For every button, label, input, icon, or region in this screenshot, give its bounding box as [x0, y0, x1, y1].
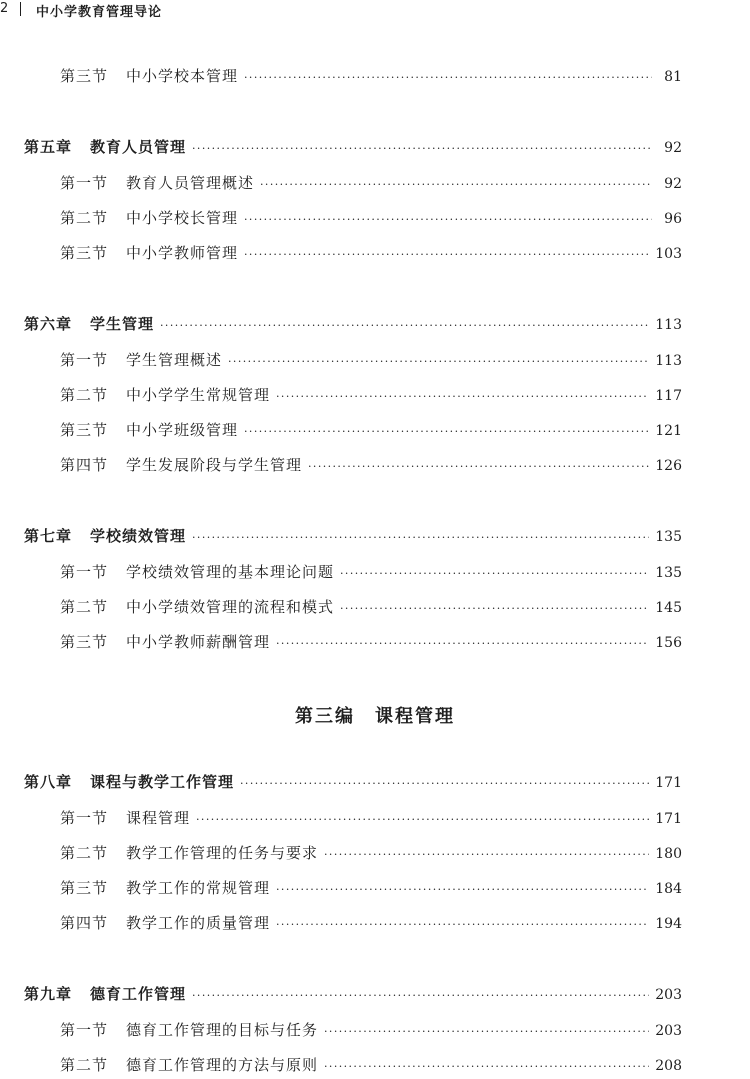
toc-section-row[interactable]: [60, 806, 682, 830]
header-divider: [20, 2, 21, 16]
toc-entry-title: 德育工作管理的方法与原则: [126, 1056, 319, 1074]
toc-entry-number: 第五章: [24, 138, 73, 156]
toc-entry-number: 第三节: [60, 67, 109, 85]
toc-dot-leader: [192, 526, 649, 550]
toc-entry-title: 中小学学生常规管理: [126, 386, 271, 404]
toc-dot-leader: [244, 208, 652, 232]
toc-entry-number: 第一节: [60, 809, 109, 827]
toc-section-row[interactable]: [60, 1018, 682, 1042]
toc-page-number: 96: [664, 211, 682, 227]
toc-entry-title: 学校绩效管理的基本理论问题: [126, 563, 335, 581]
toc-chapter-row[interactable]: [24, 135, 682, 159]
toc-entry-number: 第四节: [60, 914, 109, 932]
toc-chapter-row[interactable]: [24, 982, 682, 1006]
toc-entry-title: 教育人员管理概述: [126, 174, 255, 192]
toc-dot-leader: [324, 1020, 649, 1044]
toc-entry-title: 课程与教学工作管理: [90, 773, 235, 791]
toc-entry-title: 教育人员管理: [90, 138, 187, 156]
toc-section-row[interactable]: [60, 206, 682, 230]
toc-entry-number: 第七章: [24, 527, 73, 545]
toc-dot-leader: [340, 597, 649, 621]
toc-dot-leader: [260, 173, 652, 197]
toc-page-number: 171: [655, 811, 682, 827]
toc-page-number: 117: [655, 388, 682, 404]
toc-section-row[interactable]: [60, 64, 682, 88]
toc-dot-leader: [308, 455, 649, 479]
toc-section-row[interactable]: [60, 841, 682, 865]
toc-page-number: 92: [664, 176, 682, 192]
toc-page-number: 81: [664, 69, 682, 85]
toc-dot-leader: [244, 66, 652, 90]
toc-dot-leader: [240, 772, 649, 796]
toc-page-number: 145: [655, 600, 682, 616]
toc-section-row[interactable]: [60, 1053, 682, 1077]
toc-entry-number: 第二节: [60, 209, 109, 227]
toc-section-row[interactable]: [60, 453, 682, 477]
toc-page-number: 126: [655, 458, 682, 474]
toc-entry-title: 学校绩效管理: [90, 527, 187, 545]
toc-dot-leader: [276, 385, 649, 409]
toc-dot-leader: [160, 314, 649, 338]
toc-section-row[interactable]: [60, 595, 682, 619]
toc-page-number: 180: [655, 846, 682, 862]
toc-entry-title: 德育工作管理的目标与任务: [126, 1021, 319, 1039]
toc-dot-leader: [228, 350, 649, 374]
part-title: 第三编 课程管理: [295, 706, 455, 727]
toc-dot-leader: [276, 878, 649, 902]
toc-entry-title: 中小学校本管理: [126, 67, 239, 85]
toc-page-number: 103: [655, 246, 682, 262]
toc-chapter-row[interactable]: [24, 524, 682, 548]
book-title: 中小学教育管理导论: [36, 5, 163, 20]
toc-entry-title: 课程管理: [126, 809, 191, 827]
toc-entry-number: 第二节: [60, 386, 109, 404]
toc-entry-number: 第三节: [60, 633, 109, 651]
toc-section-row[interactable]: [60, 241, 682, 265]
toc-entry-title: 中小学教师薪酬管理: [126, 633, 271, 651]
toc-page-number: 135: [655, 529, 682, 545]
toc-entry-title: 教学工作的质量管理: [126, 914, 271, 932]
page-number: 2: [0, 1, 9, 16]
toc-entry-number: 第三节: [60, 244, 109, 262]
toc-page-number: 113: [655, 317, 682, 333]
toc-page-number: 156: [655, 635, 682, 651]
toc-entry-title: 中小学校长管理: [126, 209, 239, 227]
toc-entry-number: 第三节: [60, 421, 109, 439]
toc-dot-leader: [244, 243, 649, 267]
toc-section-row[interactable]: [60, 560, 682, 584]
toc-entry-title: 中小学教师管理: [126, 244, 239, 262]
toc-entry-number: 第一节: [60, 563, 109, 581]
toc-entry-title: 德育工作管理: [90, 985, 187, 1003]
toc-page-number: 203: [655, 987, 682, 1003]
toc-page-number: 92: [664, 140, 682, 156]
toc-dot-leader: [244, 420, 649, 444]
toc-entry-number: 第九章: [24, 985, 73, 1003]
toc-page-number: 135: [655, 565, 682, 581]
toc-dot-leader: [340, 562, 649, 586]
toc-dot-leader: [276, 913, 649, 937]
toc-entry-number: 第三节: [60, 879, 109, 897]
toc-entry-title: 中小学班级管理: [126, 421, 239, 439]
toc-entry-number: 第六章: [24, 315, 73, 333]
toc-section-row[interactable]: [60, 383, 682, 407]
toc-section-row[interactable]: [60, 630, 682, 654]
toc-page-number: 208: [655, 1058, 682, 1074]
toc-entry-number: 第一节: [60, 174, 109, 192]
toc-dot-leader: [324, 843, 649, 867]
toc-entry-number: 第一节: [60, 1021, 109, 1039]
toc-section-row[interactable]: [60, 348, 682, 372]
toc-page-number: 121: [655, 423, 682, 439]
toc-entry-title: 教学工作的常规管理: [126, 879, 271, 897]
toc-page-number: 184: [655, 881, 682, 897]
toc-page-number: 194: [655, 916, 682, 932]
toc-dot-leader: [192, 137, 652, 161]
toc-entry-number: 第四节: [60, 456, 109, 474]
toc-section-row[interactable]: [60, 876, 682, 900]
toc-chapter-row[interactable]: [24, 770, 682, 794]
page-header: [0, 0, 750, 20]
toc-entry-title: 教学工作管理的任务与要求: [126, 844, 319, 862]
toc-entry-number: 第八章: [24, 773, 73, 791]
toc-entry-title: 学生管理概述: [126, 351, 223, 369]
toc-entry-number: 第二节: [60, 598, 109, 616]
toc-page-number: 203: [655, 1023, 682, 1039]
toc-entry-number: 第一节: [60, 351, 109, 369]
toc-dot-leader: [192, 984, 649, 1008]
toc-page-number: 171: [655, 775, 682, 791]
toc-section-row[interactable]: [60, 911, 682, 935]
toc-page-number: 113: [655, 353, 682, 369]
toc-entry-title: 中小学绩效管理的流程和模式: [126, 598, 335, 616]
toc-dot-leader: [324, 1055, 649, 1079]
toc-entry-number: 第二节: [60, 1056, 109, 1074]
toc-entry-title: 学生管理: [90, 315, 155, 333]
toc-dot-leader: [196, 808, 649, 832]
toc-section-row[interactable]: [60, 418, 682, 442]
toc-dot-leader: [276, 632, 649, 656]
toc-entry-title: 学生发展阶段与学生管理: [126, 456, 303, 474]
toc-chapter-row[interactable]: [24, 312, 682, 336]
toc-section-row[interactable]: [60, 171, 682, 195]
toc-entry-number: 第二节: [60, 844, 109, 862]
